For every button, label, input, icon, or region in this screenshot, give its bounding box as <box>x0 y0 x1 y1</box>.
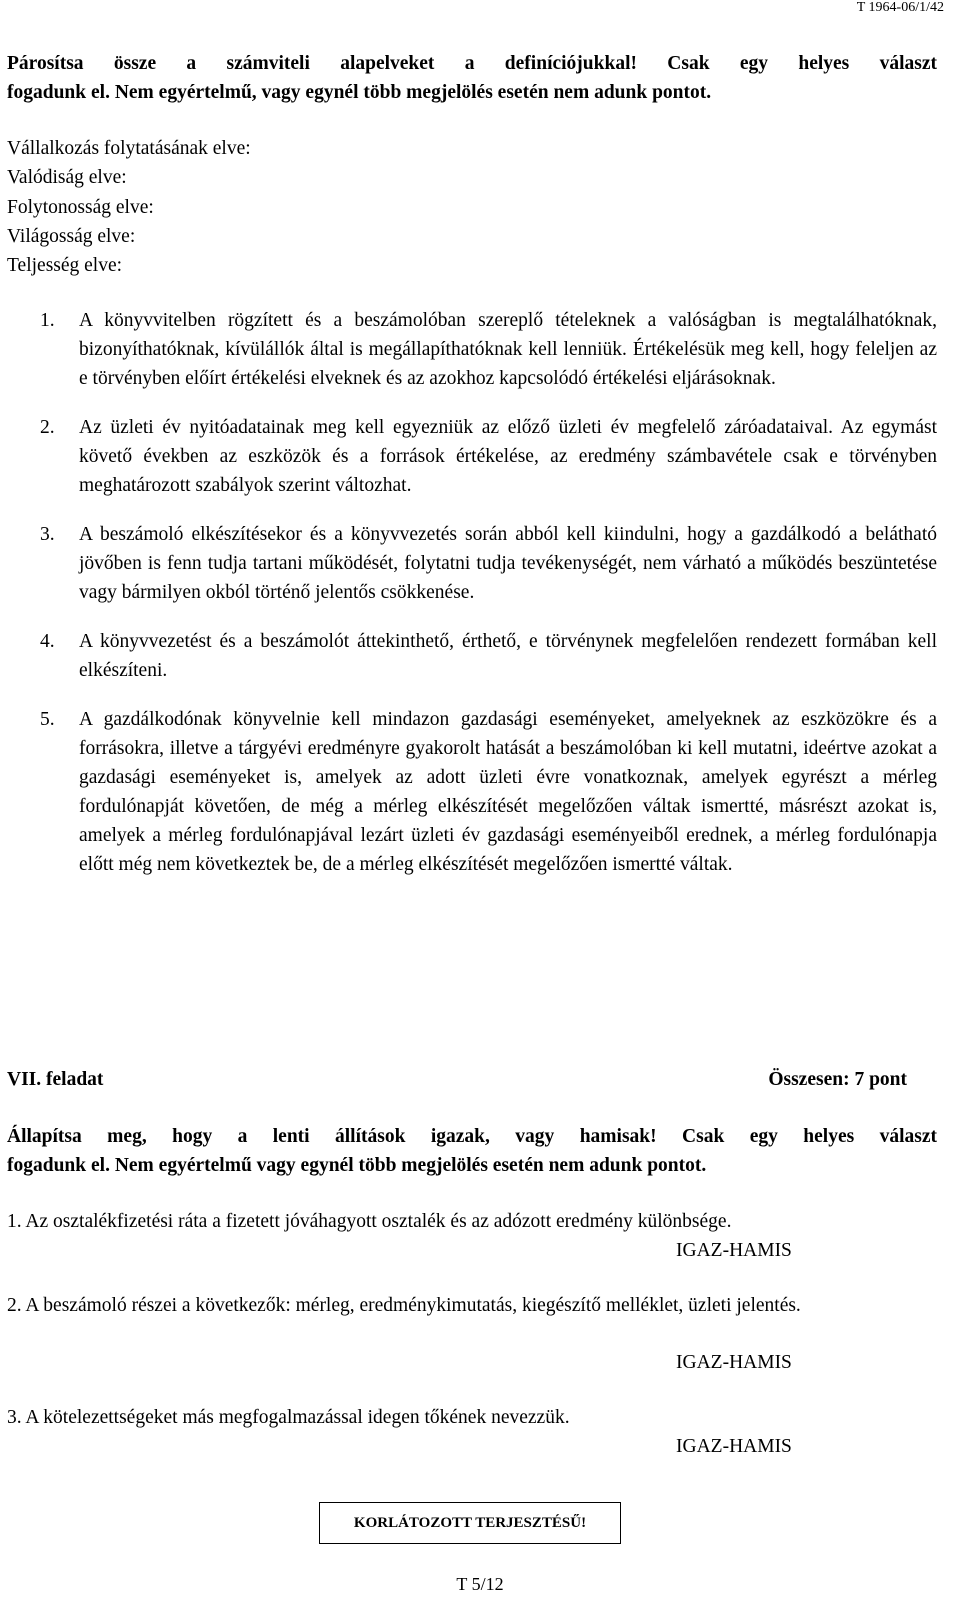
task7-heading <box>7 1065 907 1094</box>
task6-instruction-line2: fogadunk el. Nem egyértelmű, vagy egynél több megjelölés esetén nem adunk pontot. <box>7 82 712 103</box>
definition-number: 4. <box>40 631 55 652</box>
principle-label: Valódiság elve: <box>7 167 127 189</box>
definition-text: Az üzleti év nyitóadatainak meg kell egyezniük az előző üzleti év megfelelő záróadataival. Az egymást követő években az eszközök és a források értékelése, az eredmény számbavétele csak e törvényben meghatározott szabályok szerint változhat. <box>79 417 937 496</box>
true-false-answer[interactable]: IGAZ-HAMIS <box>676 1436 792 1457</box>
definition-item <box>40 627 937 685</box>
definition-number: 3. <box>40 524 55 545</box>
definition-number: 1. <box>40 310 55 331</box>
principle-label: Vállalkozás folytatásának elve: <box>7 138 251 159</box>
task7-total-points: Összesen: 7 pont <box>768 1069 907 1090</box>
task7-instruction-line2: fogadunk el. Nem egyértelmű vagy egynél több megjelölés esetén nem adunk pontot. <box>7 1155 707 1176</box>
definition-item <box>40 705 937 879</box>
definition-text: A könyvvitelben rögzített és a beszámolóban szereplő tételeknek a valóságban is megtalálhatóknak, bizonyíthatóknak, kívülállók által is megállapíthatóknak kell lenniük. Értékelésük meg kell, hogy feleljen az e törvényben előírt értékelési elveknek és az azokhoz kapcsolódó értékelési eljárásoknak. <box>79 310 937 389</box>
restricted-distribution-label: KORLÁTOZOTT TERJESZTÉSŰ! <box>353 1514 587 1531</box>
true-false-answer[interactable]: IGAZ-HAMIS <box>676 1352 792 1373</box>
definitions-list <box>40 306 937 899</box>
statement-text: 2. A beszámoló részei a következők: mérleg, eredménykimutatás, kiegészítő melléklet, üzleti jelentés. <box>7 1295 801 1316</box>
definition-text: A gazdálkodónak könyvelnie kell mindazon gazdasági eseményeket, amelyeknek az eszközökre és a forrásokra, illetve a tárgyévi eredményre gyakorolt hatását a beszámolóban ki kell mutatni, ideértve azokat a gazdasági eseményeket is, amelyek az adott üzleti évre vonatkoznak, amelyek egyrészt a mérleg fordulónapját követően, de még a mérleg elkészítését megelőzően váltak ismertté, másrészt azokat is, amelyek a mérleg fordulónapjával lezárt üzleti év gazdasági eseményeiből erednek, a mérleg fordulónapja előtt még nem következtek be, de a mérleg elkészítését megelőzően ismertté váltak. <box>79 709 937 875</box>
statement-text: 3. A kötelezettségeket más megfogalmazással idegen tőkének nevezzük. <box>7 1407 570 1428</box>
definition-item <box>40 520 937 607</box>
true-false-answer[interactable]: IGAZ-HAMIS <box>676 1240 792 1261</box>
definition-text: A könyvvezetést és a beszámolót áttekinthető, érthető, e törvénynek megfelelően rendezett formában kell elkészíteni. <box>79 631 937 681</box>
definition-text: A beszámoló elkészítésekor és a könyvvezetés során abból kell kiindulni, hogy a gazdálkodó a belátható jövőben is fenn tudja tartani működését, folytatni tudja tevékenységét, nem várható a működés beszüntetése vagy bármilyen okból történő jelentős csökkenése. <box>79 524 937 603</box>
principles-list <box>7 134 251 280</box>
principle-label: Teljesség elve: <box>7 255 123 277</box>
definition-item <box>40 306 937 393</box>
page-number: T 5/12 <box>456 1574 504 1594</box>
principle-label: Világosság elve: <box>7 225 136 247</box>
definition-number: 2. <box>40 417 55 438</box>
document-code: T 1964-06/1/42 <box>856 0 944 15</box>
task7-instruction-line1: Állapítsa meg, hogy a lenti állítások igazak, vagy hamisak! Csak egy helyes választ <box>7 1126 937 1147</box>
definition-number: 5. <box>40 709 55 730</box>
restricted-distribution-box <box>319 1502 621 1544</box>
statement-text: 1. Az osztalékfizetési ráta a fizetett jóváhagyott osztalék és az adózott eredmény különbsége. <box>7 1211 732 1232</box>
principle-label: Folytonosság elve: <box>7 196 154 218</box>
task6-instruction-line1: Párosítsa össze a számviteli alapelveket a definíciójukkal! Csak egy helyes választ <box>7 53 937 74</box>
task6-instruction <box>7 49 937 107</box>
definition-item <box>40 413 937 500</box>
task7-title: VII. feladat <box>7 1069 104 1090</box>
task7-instruction <box>7 1122 937 1180</box>
